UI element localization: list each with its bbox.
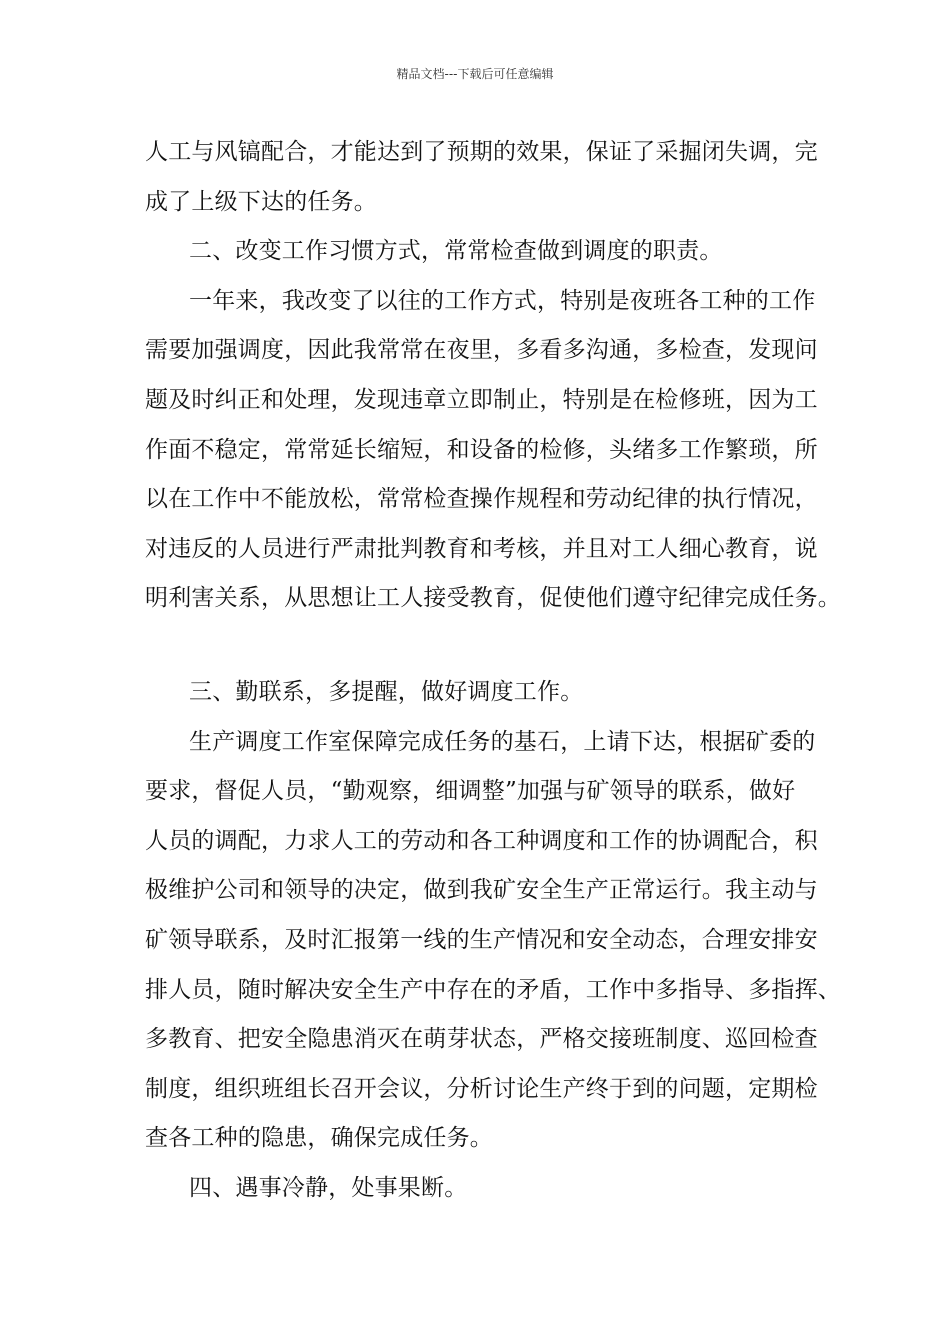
paragraph-start: 一年来，我改变了以往的工作方式，特别是夜班各工种的工作	[189, 287, 816, 314]
paragraph-gap	[145, 624, 835, 668]
section-heading: 四、遇事冷静，处事果断。	[189, 1174, 468, 1201]
body-line: 制度，组织班组长召开会议，分析讨论生产终于到的问题，定期检	[145, 1075, 818, 1102]
body-line: 人工与风镐配合，才能达到了预期的效果，保证了采掘闭失调，完	[145, 139, 818, 165]
body-line: 题及时纠正和处理，发现违章立即制止，特别是在检修班，因为工	[145, 386, 818, 413]
body-line: 查各工种的隐患，确保完成任务。	[145, 1125, 493, 1152]
body-line: 人员的调配，力求人工的劳动和各工种调度和工作的协调配合，积	[145, 827, 818, 854]
body-line: 对违反的人员进行严肃批判教育和考核，并且对工人细心教育，说	[145, 535, 818, 562]
body-line: 要求，督促人员，“勤观察，细调整”加强与矿领导的联系，做好	[145, 778, 796, 805]
body-line: 成了上级下达的任务。	[145, 188, 377, 215]
paragraph-start: 生产调度工作室保障完成任务的基石，上请下达，根据矿委的	[189, 728, 816, 755]
body-line: 需要加强调度，因此我常常在夜里，多看多沟通，多检查，发现问	[145, 337, 818, 364]
section-heading: 三、勤联系，多提醒，做好调度工作。	[189, 678, 584, 705]
section-heading: 二、改变工作习惯方式，常常检查做到调度的职责。	[189, 238, 723, 265]
body-line: 极维护公司和领导的决定，做到我矿安全生产正常运行。我主动与	[145, 877, 818, 904]
body-line: 作面不稳定，常常延长缩短，和设备的检修，头绪多工作繁琐，所	[145, 436, 818, 463]
page-header: 精品文档---下载后可任意编辑	[396, 67, 554, 81]
body-line: 明利害关系，从思想让工人接受教育，促使他们遵守纪律完成任务。	[145, 585, 841, 612]
body-line: 矿领导联系，及时汇报第一线的生产情况和安全动态，合理安排安	[145, 926, 818, 953]
body-line: 多教育、把安全隐患消灭在萌芽状态，严格交接班制度、巡回检查	[145, 1026, 818, 1053]
document-body	[145, 128, 841, 1213]
body-line: 以在工作中不能放松，常常检查操作规程和劳动纪律的执行情况，	[145, 486, 818, 513]
body-line: 排人员，随时解决安全生产中存在的矛盾，工作中多指导、多指挥、	[145, 976, 841, 1003]
